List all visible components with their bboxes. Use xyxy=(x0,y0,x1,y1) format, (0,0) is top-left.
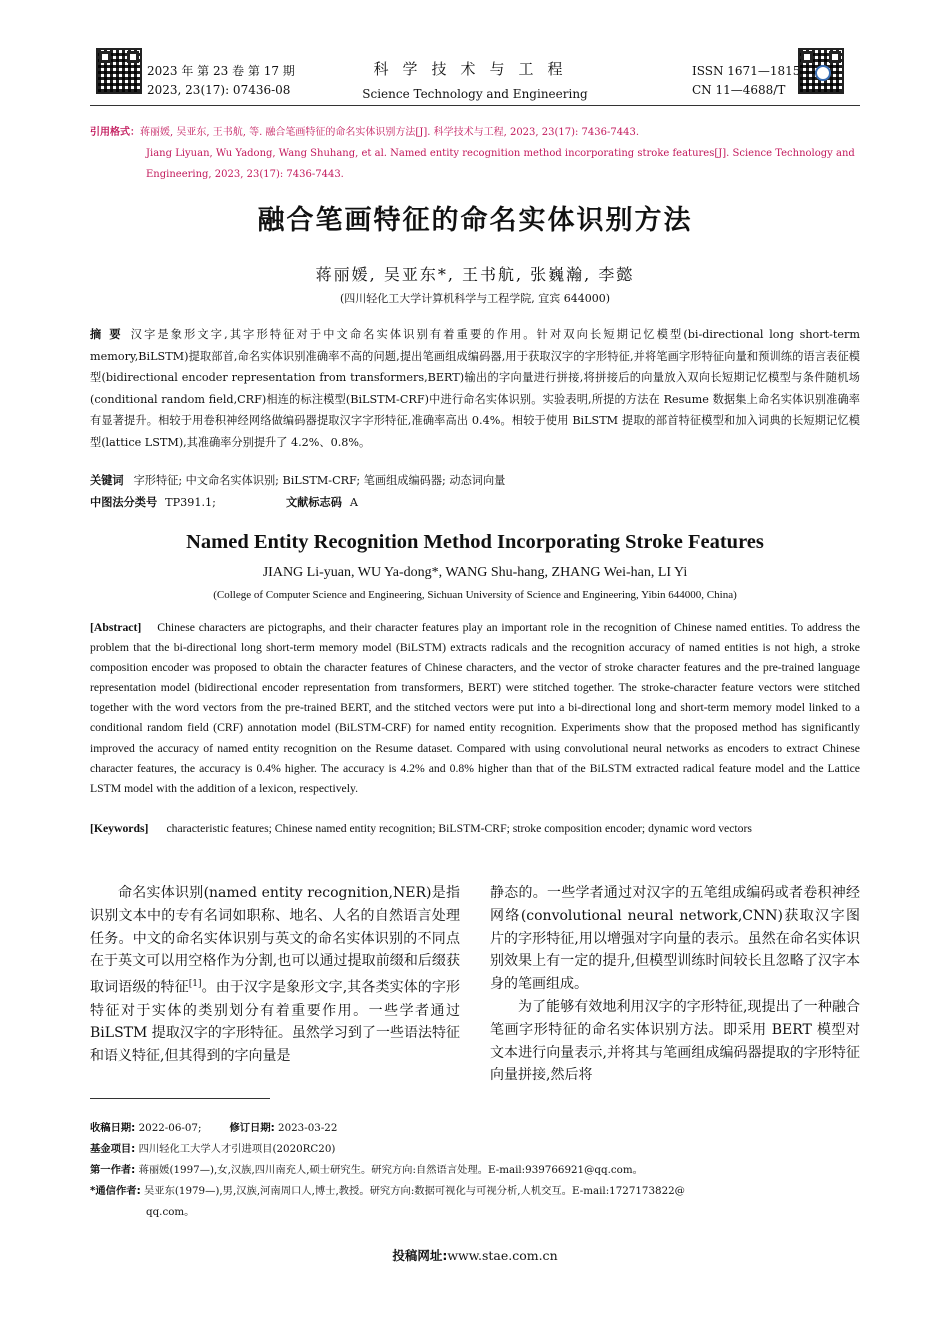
footnote-dates xyxy=(90,1118,865,1139)
title-cn: 融合笔画特征的命名实体识别方法 xyxy=(257,205,693,236)
doc-code-label: 文献标志码 xyxy=(285,496,342,509)
abstract-cn-text: 汉字是象形文字,其字形特征对于中文命名实体识别有着重要的作用。针对双向长短期记忆模型(bi-directional long short-term memory,BiLSTM)提取部首,命名实体识别准确率不高的问题,提出笔画组成编码器,用于获取汉字的字形特征,并将笔画字形特征向量和预训练的语言表征模型(bidirectional encoder representation from transformers,BERT)输出的字向量进行拼接,将拼接后的向量放入双向长短期记忆模型与条件随机场(conditional random field,CRF)相连的标注模型(BiLSTM-CRF)中进行命名实体识别。实验表明,所提的方法在 Resume 数据集上命名实体识别准确率有显著提升。相较于用卷积神经网络做编码器提取汉字字形特征,准确率高出 0.4%。相较于使用 BiLSTM 提取的部首特征模型和加入词典的长短期记忆模型(lattice LSTM),其准确率分别提升了 4.2%、0.8%。 xyxy=(90,328,860,449)
keywords-cn-text: 字形特征; 中文命名实体识别; BiLSTM-CRF; 笔画组成编码器; 动态词向量 xyxy=(133,474,506,487)
keywords-en-text: characteristic features; Chinese named entity recognition; BiLSTM-CRF; stroke composition encoder; dynamic word vectors xyxy=(166,822,752,835)
issue-line-2: 2023, 23(17): 07436-08 xyxy=(147,83,291,97)
classification xyxy=(90,492,860,513)
body-column-right xyxy=(490,882,860,1087)
abstract-en xyxy=(90,618,860,799)
body-text: 命名实体识别(named entity recognition,NER)是指识别文本中的专有名词如职称、地名、人名的自然语言处理任务。中文的命名实体识别与英文的命名实体识别的不同点在于英文可以用空格作为分割,也可以通过提取前缀和后缀获取词语级的特征 xyxy=(90,885,460,996)
footer-label: 投稿网址: xyxy=(392,1248,448,1263)
issn-info xyxy=(692,62,800,100)
body-text: 。由于汉字是象形文字,其各类实体的字形特征对于实体的类别划分有着重要作用。一些学者通过 BiLSTM 提取汉字的字形特征。虽然学习到了一些语法特征和语义特征,但其得到的字向量是 xyxy=(90,979,461,1065)
cn-number: CN 11—4688/T xyxy=(692,83,786,97)
citation-en: Jiang Liyuan, Wu Yadong, Wang Shuhang, et al. Named entity recognition method incorporating stroke features[J]. Science Technology and Engineering, 2023, 23(17): 7436-7443. xyxy=(146,148,855,180)
body-paragraph: 静态的。一些学者通过对汉字的五笔组成编码或者卷积神经网络(convolutional neural network,CNN)获取汉字图片的字形特征,用以增强对字向量的表示。虽然在命名实体识别效果上有一定的提升,但模型训练时间较长且忽略了汉字本身的笔画组成。 xyxy=(490,885,860,993)
abstract-cn-label: 摘 要 xyxy=(90,328,123,341)
authors-en: JIANG Li-yuan, WU Ya-dong*, WANG Shu-hang, ZHANG Wei-han, LI Yi xyxy=(262,565,688,580)
citation-label: 引用格式： xyxy=(90,127,140,138)
corresponding-label: *通信作者: xyxy=(90,1185,141,1197)
body-column-left xyxy=(90,882,460,1068)
affiliation-en: (College of Computer Science and Engineering, Sichuan University of Science and Engineering, Yibin 644000, China) xyxy=(213,589,737,601)
journal-name xyxy=(0,60,950,104)
received-date: 2022-06-07; xyxy=(138,1122,202,1134)
received-label: 收稿日期: xyxy=(90,1122,136,1134)
doc-code-value: A xyxy=(349,496,358,509)
footnotes xyxy=(90,1118,865,1223)
corresponding-text-cont: qq.com。 xyxy=(146,1206,195,1218)
first-author-label: 第一作者: xyxy=(90,1164,136,1176)
issue-line-1: 2023 年 第 23 卷 第 17 期 xyxy=(147,64,295,78)
revised-label: 修订日期: xyxy=(229,1122,275,1134)
fund-text: 四川轻化工大学人才引进项目(2020RC20) xyxy=(138,1143,336,1155)
clc-value: TP391.1; xyxy=(165,496,216,509)
page-footer xyxy=(0,1246,950,1264)
issn: ISSN 1671—1815 xyxy=(692,64,801,78)
abstract-cn xyxy=(90,324,860,453)
journal-name-en: Science Technology and Engineering xyxy=(362,87,588,101)
reference-link[interactable]: [1] xyxy=(188,979,202,990)
body-paragraph: 为了能够有效地利用汉字的字形特征,现提出了一种融合笔画字形特征的命名实体识别方法。即采用 BERT 模型对文本进行向量表示,并将其与笔画组成编码器提取的字形特征向量拼接,然后将 xyxy=(490,998,860,1084)
clc-label: 中图法分类号 xyxy=(90,496,158,509)
affiliation-cn: (四川轻化工大学计算机科学与工程学院, 宜宾 644000) xyxy=(339,292,611,305)
corresponding-text: 吴亚东(1979—),男,汉族,河南周口人,博士,教授。研究方向:数据可视化与可视分析,人机交互。E-mail:1727173822@ xyxy=(143,1185,685,1197)
footnote-first-author xyxy=(90,1160,865,1181)
keywords-en xyxy=(90,819,860,839)
citation-cn: 蒋丽媛, 吴亚东, 王书航, 等. 融合笔画特征的命名实体识别方法[J]. 科学技术与工程, 2023, 23(17): 7436-7443. xyxy=(140,127,640,138)
footer-url[interactable]: www.stae.com.cn xyxy=(447,1248,558,1263)
citation-block xyxy=(90,122,865,185)
keywords-en-label: [Keywords] xyxy=(90,822,149,835)
footnote-rule xyxy=(90,1098,270,1099)
keywords-cn-label: 关键词 xyxy=(90,474,124,487)
keywords-cn xyxy=(90,470,860,491)
first-author-text: 蒋丽媛(1997—),女,汉族,四川南充人,硕士研究生。研究方向:自然语言处理。E-mail:939766921@qq.com。 xyxy=(138,1164,643,1176)
fund-label: 基金项目: xyxy=(90,1143,136,1155)
revised-date: 2023-03-22 xyxy=(278,1122,338,1134)
journal-name-cn: 科学技术与工程 xyxy=(373,60,577,78)
abstract-en-text: Chinese characters are pictographs, and their character features play an important role in the recognition of Chinese named entities. To address the problem that the bi-directional long short-term memory model (BiLSTM) extracts radicals and the recognition accuracy of named entities is not high, a stroke composition encoder was proposed to obtain the character features of Chinese characters, and the vector of stroke character features and the pre-trained language representation model (bidirectional encoder representation from transformers, BERT) were stitched together. The stroke-character feature vectors were stitched together with the word vectors from the pre-trained BERT, and the stitched vectors were put into a bi-directional long and short-term memory model linked to a conditional random field (CRF) annotation model (BiLSTM-CRF) for named entity recognition. Experiments show that the proposed method has significantly improved the accuracy of named entity recognition on the Resume dataset. Compared with using convolutional neural networks as encoders to extract Chinese character features, the accuracy is 0.4% higher. The accuracy is 4.2% and 0.8% higher than that of the BiLSTM extracted radical feature model and the Lattice LSTM model with the addition of a lexicon, respectively. xyxy=(90,621,860,795)
title-en: Named Entity Recognition Method Incorporating Stroke Features xyxy=(186,531,764,553)
header-rule xyxy=(90,105,860,106)
footnote-corresponding xyxy=(90,1181,865,1202)
authors-cn: 蒋丽媛, 吴亚东*, 王书航, 张巍瀚, 李懿 xyxy=(315,265,635,284)
footnote-fund xyxy=(90,1139,865,1160)
body-paragraph xyxy=(90,882,460,1068)
abstract-en-label: [Abstract] xyxy=(90,621,142,634)
